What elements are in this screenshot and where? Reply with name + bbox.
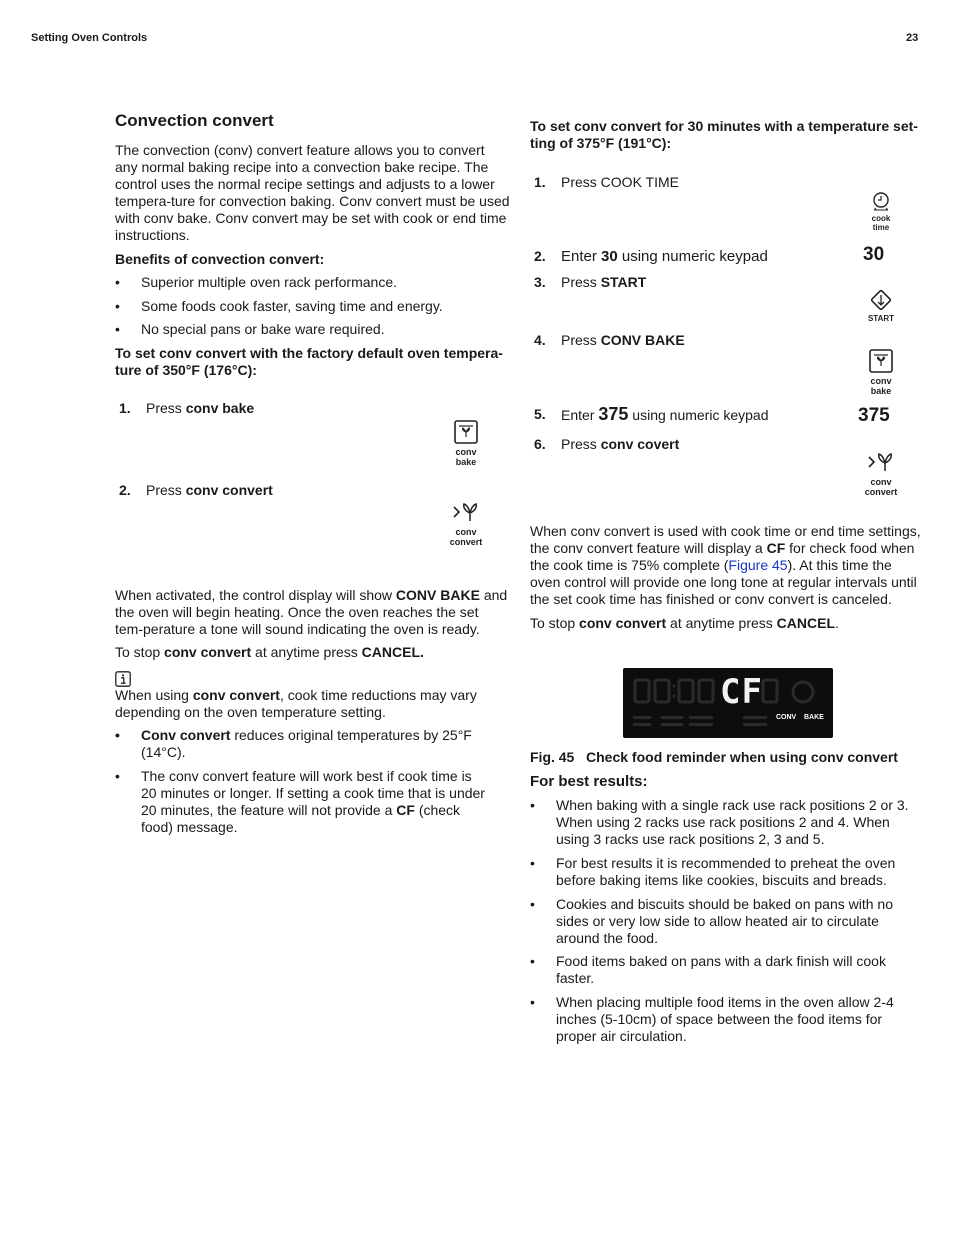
conv-bake-key-2: conv bake <box>858 348 904 396</box>
best-results-heading: For best results: <box>530 773 648 790</box>
conv-convert-key-2: conv convert <box>856 451 906 497</box>
right-heading: To set conv convert for 30 minutes with a temperature set-ting of 375°F (191°C): <box>530 118 918 151</box>
start-key: START <box>860 288 902 324</box>
display-cf-readout: CF <box>720 672 763 712</box>
intro-paragraph: The convection (conv) convert feature allows you to convert any normal baking recipe into a convection bake recipe. The control uses the normal recipe settings and adjusts to a lower tempera-ture for convection baking. Conv convert must be used with conv bake. Conv convert may be set with cook or end time instructions. <box>115 142 510 243</box>
display-bake-label: BAKE <box>804 714 824 721</box>
conv-convert-icon <box>866 451 896 475</box>
conv-bake-key: conv bake <box>440 419 492 467</box>
figure-link[interactable]: Figure 45 <box>728 557 788 573</box>
cook-time-key: cook time <box>860 192 902 232</box>
stop-paragraph-right: To stop conv convert at anytime press CANCEL. <box>530 615 839 631</box>
keypad-value-30: 30 <box>863 244 885 265</box>
conv-bake-icon <box>868 348 894 374</box>
note-paragraph: When using conv convert, cook time reductions may vary depending on the oven temperature setting. <box>115 687 477 720</box>
figure-caption: Fig. 45 Check food reminder when using conv convert <box>530 749 898 765</box>
stop-paragraph: To stop conv convert at anytime press CANCEL. <box>115 644 424 660</box>
conv-convert-key: conv convert <box>440 501 492 547</box>
clock-icon <box>871 192 891 212</box>
conv-convert-icon <box>451 501 481 525</box>
activated-paragraph: When activated, the control display will show CONV BAKE and the oven will begin heating. Once the oven reaches the set tem-perature a tone will sound indicating the oven is ready. <box>115 587 508 637</box>
oven-display-figure <box>623 668 833 738</box>
conv-bake-icon <box>453 419 479 445</box>
cook-time-paragraph: When conv convert is used with cook time or end time settings, the conv convert feature will display a CF for check food when the cook time is 75% complete (Figure 45). At this time the oven control will provide one long tone at regular intervals until the set cook time has finished or conv convert is canceled. <box>530 523 921 607</box>
keypad-value-375: 375 <box>858 405 890 426</box>
benefits-heading: Benefits of convection convert: <box>115 251 325 267</box>
display-conv-label: CONV <box>776 714 797 721</box>
start-icon <box>869 288 893 312</box>
default-temp-heading: To set conv convert with the factory default oven tempera-ture of 350°F (176°C): <box>115 345 503 378</box>
page-number: 23 <box>906 32 919 44</box>
section-title: Convection convert <box>115 111 274 130</box>
running-header: Setting Oven Controls <box>31 32 148 44</box>
